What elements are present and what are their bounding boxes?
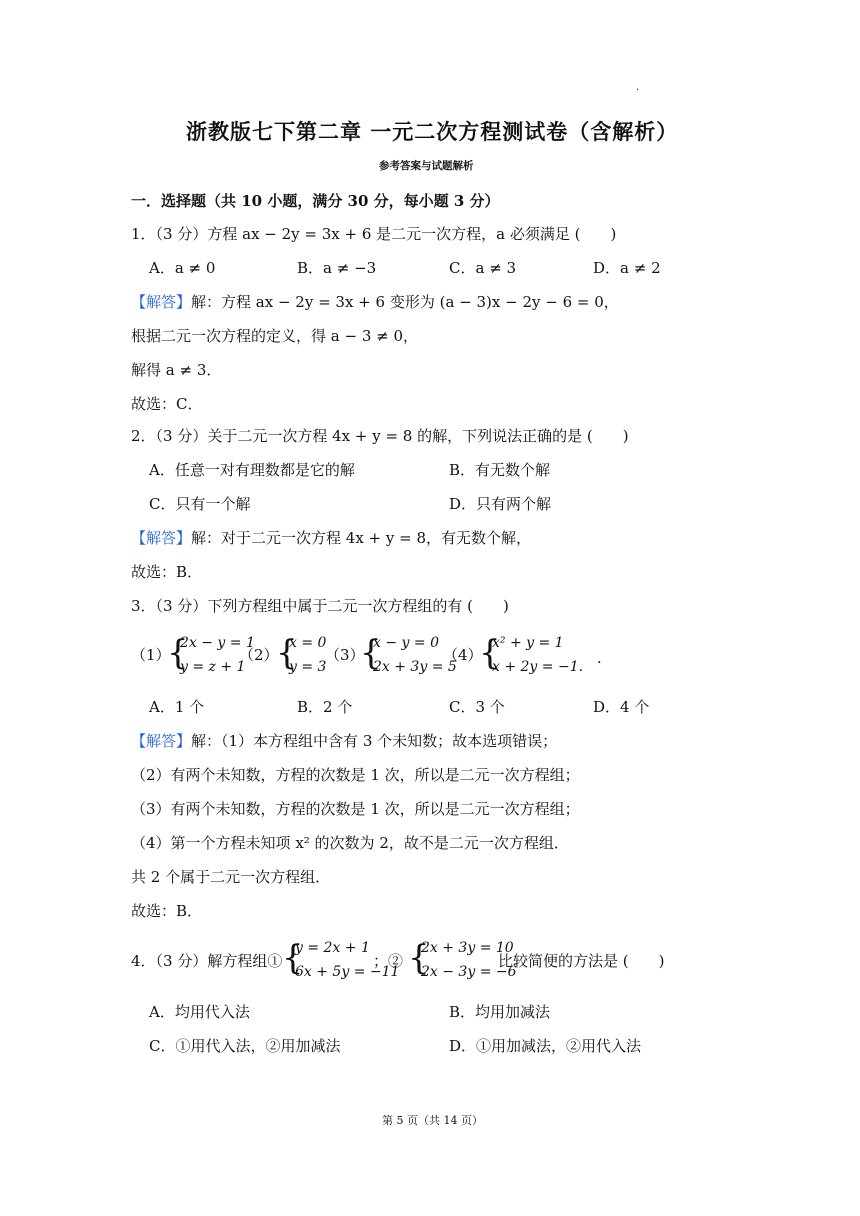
q3-system-1-eq1: 2x − y = 1 bbox=[180, 635, 255, 651]
q1-solution-3: 解得 a ≠ 3． bbox=[131, 361, 222, 379]
q4-option-b: B．均用加减法 bbox=[449, 1003, 551, 1021]
page-title: 浙教版七下第二章 一元二次方程测试卷（含解析） bbox=[186, 119, 679, 144]
q4-system-2-eq2: 2x − 3y = −6 bbox=[421, 964, 517, 980]
q2-option-c: C．只有一个解 bbox=[149, 495, 251, 513]
section-heading: 一．选择题（共 10 小题，满分 30 分，每小题 3 分） bbox=[131, 192, 500, 210]
q3-option-a: A．1 个 bbox=[149, 698, 205, 716]
q1-solution-text: 解：方程 ax − 2y = 3x + 6 变形为 (a − 3)x − 2y − 6 = 0， bbox=[191, 293, 619, 311]
q3-system-1-eq2: y = z + 1 bbox=[180, 659, 246, 675]
q1-choice: 故选：C． bbox=[131, 395, 203, 413]
answer-label: 【解答】 bbox=[131, 529, 192, 547]
left-brace-icon: { bbox=[276, 633, 298, 673]
q2-solution-1 bbox=[131, 528, 531, 548]
q3-option-c: C．3 个 bbox=[449, 698, 505, 716]
q2-choice: 故选：B． bbox=[131, 563, 203, 581]
q4-option-a: A．均用代入法 bbox=[149, 1003, 250, 1021]
q3-system-end: . bbox=[597, 649, 602, 667]
q3-solution-text: 解：（1）本方程组中含有 3 个未知数；故本选项错误； bbox=[191, 732, 558, 750]
q1-solution-1 bbox=[131, 292, 619, 312]
q3-solution-2: （2）有两个未知数，方程的次数是 1 次，所以是二元一次方程组； bbox=[131, 766, 580, 784]
q3-system-3-eq1: x − y = 0 bbox=[373, 635, 439, 651]
answer-label: 【解答】 bbox=[131, 293, 192, 311]
q3-solution-5: 共 2 个属于二元一次方程组． bbox=[131, 868, 331, 886]
page-subtitle: 参考答案与试题解析 bbox=[379, 160, 474, 172]
q3-system-3-eq2: 2x + 3y = 5 bbox=[373, 659, 457, 675]
page-footer: 第 5 页（共 14 页） bbox=[382, 1114, 483, 1127]
q2-option-b: B．有无数个解 bbox=[449, 461, 551, 479]
q3-label-1: （1） bbox=[131, 646, 171, 664]
q1-option-d: D．a ≠ 2 bbox=[593, 259, 661, 277]
q4-stem-prefix: 4．（3 分）解方程组① bbox=[131, 952, 283, 970]
left-brace-icon: { bbox=[408, 938, 430, 978]
q3-system-4-eq2: x + 2y = −1. bbox=[492, 659, 584, 675]
q4-stem-mid: ；② bbox=[373, 952, 404, 970]
q4-system-2-eq1: 2x + 3y = 10 bbox=[421, 940, 514, 956]
q3-label-3: （3） bbox=[325, 646, 365, 664]
q1-option-a: A．a ≠ 0 bbox=[149, 259, 216, 277]
q4-stem-suffix: 比较简便的方法是 ( ) bbox=[498, 952, 665, 970]
q4-option-d: D．①用加减法，②用代入法 bbox=[449, 1037, 642, 1055]
left-brace-icon: { bbox=[479, 633, 501, 673]
q3-solution-4: （4）第一个方程未知项 x² 的次数为 2，故不是二元一次方程组． bbox=[131, 834, 569, 852]
q1-stem: 1．（3 分）方程 ax − 2y = 3x + 6 是二元一次方程，a 必须满足 ( ) bbox=[131, 225, 617, 243]
q1-option-b: B．a ≠ −3 bbox=[297, 259, 377, 277]
q4-system-1-eq2: 6x + 5y = −11 bbox=[295, 964, 400, 980]
q3-system-4-eq1: x² + y = 1 bbox=[492, 635, 564, 651]
left-brace-icon: { bbox=[360, 633, 382, 673]
left-brace-icon: { bbox=[167, 633, 189, 673]
q3-system-2-eq1: x = 0 bbox=[289, 635, 327, 651]
q3-solution-1 bbox=[131, 731, 557, 751]
q1-option-c: C．a ≠ 3 bbox=[449, 259, 517, 277]
q3-stem: 3．（3 分）下列方程组中属于二元一次方程组的有 ( ) bbox=[131, 597, 509, 615]
q3-solution-3: （3）有两个未知数，方程的次数是 1 次，所以是二元一次方程组； bbox=[131, 800, 580, 818]
q4-system-1-eq1: y = 2x + 1 bbox=[295, 940, 370, 956]
q4-option-c: C．①用代入法，②用加减法 bbox=[149, 1037, 341, 1055]
q3-option-b: B．2 个 bbox=[297, 698, 353, 716]
q3-label-4: （4） bbox=[443, 646, 483, 664]
q1-solution-2: 根据二元一次方程的定义，得 a − 3 ≠ 0， bbox=[131, 327, 419, 345]
q3-label-2: （2） bbox=[239, 646, 279, 664]
q2-solution-text: 解：对于二元一次方程 4x + y = 8，有无数个解， bbox=[191, 529, 532, 547]
q3-choice: 故选：B． bbox=[131, 902, 203, 920]
q3-option-d: D．4 个 bbox=[593, 698, 650, 716]
corner-dot: . bbox=[636, 82, 640, 93]
q3-system-2-eq2: y = 3 bbox=[289, 659, 327, 675]
q2-option-d: D．只有两个解 bbox=[449, 495, 552, 513]
answer-label: 【解答】 bbox=[131, 732, 192, 750]
q2-stem: 2．（3 分）关于二元一次方程 4x + y = 8 的解，下列说法正确的是 ( ) bbox=[131, 427, 629, 445]
left-brace-icon: { bbox=[282, 938, 304, 978]
q2-option-a: A．任意一对有理数都是它的解 bbox=[149, 461, 355, 479]
